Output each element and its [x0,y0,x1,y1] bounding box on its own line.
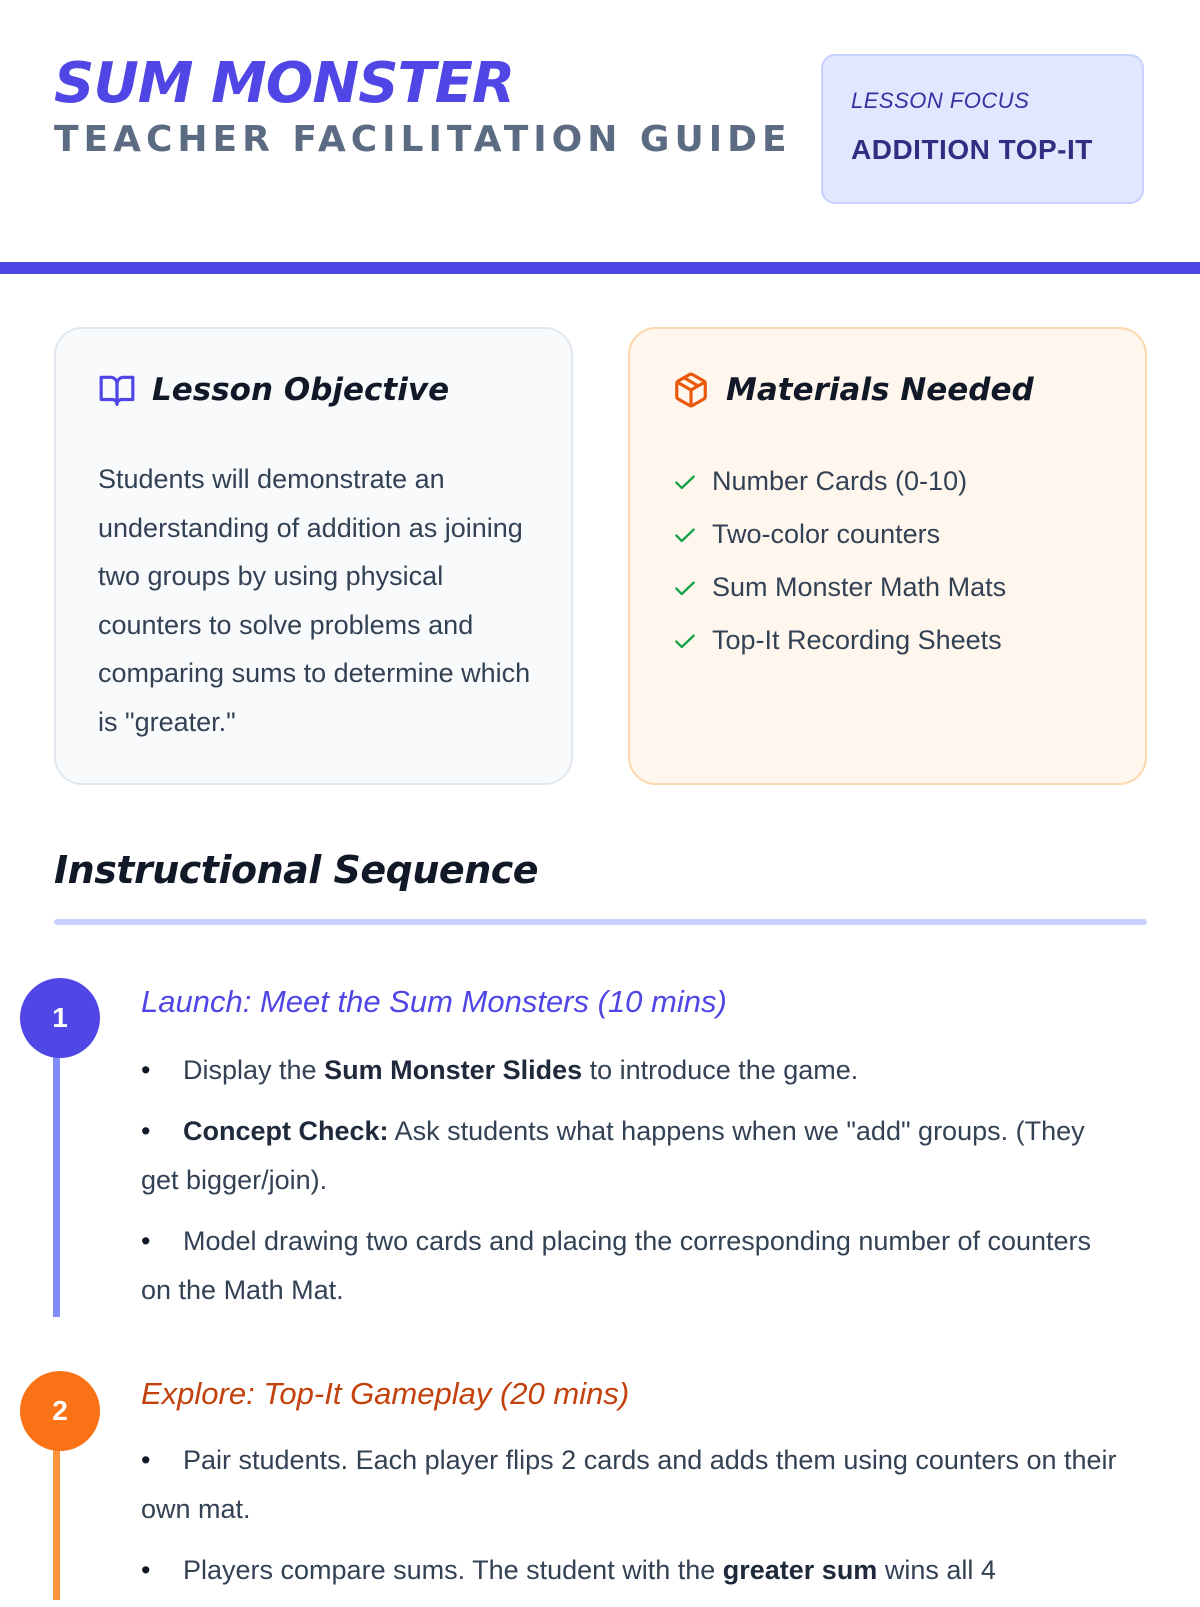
box-icon [672,371,710,409]
materials-list [672,455,1006,667]
step-1-item: • Concept Check: Ask students what happens when we "add" groups. (They get bigger/join). [141,1116,1085,1195]
materials-card [628,327,1147,785]
step-1-title: Launch: Meet the Sum Monsters (10 mins) [141,984,727,1019]
materials-item [672,455,1006,508]
step-1-item: • Display the Sum Monster Slides to introduce the game. [141,1055,859,1085]
lesson-objective-text: Students will demonstrate an understanding of addition as joining two groups by using physical counters to solve problems and comparing sums to determine which is "greater." [98,464,531,737]
materials-item [672,508,1006,561]
sequence-title: Instructional Sequence [54,848,539,892]
step-2-list [141,1436,1121,1607]
page-title: SUM MONSTER [54,51,515,116]
page-subtitle: TEACHER FACILITATION GUIDE [54,119,792,160]
step-1-item: • Model drawing two cards and placing the corresponding number of counters on the Math Mat. [141,1226,1092,1305]
lesson-objective-card [54,327,573,785]
materials-item-label: Top-It Recording Sheets [712,625,1002,655]
step-2-number-badge: 2 [20,1371,100,1451]
step-2-item: • Players compare sums. The student with the greater sum wins all 4 [141,1555,996,1585]
lesson-focus-value: ADDITION TOP-IT [851,134,1093,165]
step-1-list [141,1046,1121,1327]
lesson-objective-title: Lesson Objective [152,372,450,408]
lesson-focus-label: LESSON FOCUS [851,88,1030,113]
check-icon [672,628,698,654]
step-2-title: Explore: Top-It Gameplay (20 mins) [141,1376,630,1411]
sequence-divider [54,919,1147,925]
materials-item [672,561,1006,614]
materials-item-label: Two-color counters [712,519,941,549]
lesson-focus-box [821,54,1144,204]
materials-item-label: Sum Monster Math Mats [712,572,1007,602]
materials-item [672,614,1006,667]
step-1-timeline-line [53,1040,60,1317]
check-icon [672,522,698,548]
materials-title: Materials Needed [726,372,1034,408]
check-icon [672,469,698,495]
step-2-timeline-line [53,1430,60,1600]
header-divider [0,262,1200,274]
header [0,0,1200,262]
book-icon [98,371,136,409]
materials-item-label: Number Cards (0-10) [712,466,968,496]
step-2-item: • Pair students. Each player flips 2 cards and adds them using counters on their own mat. [141,1445,1117,1524]
check-icon [672,575,698,601]
step-1-number-badge: 1 [20,978,100,1058]
